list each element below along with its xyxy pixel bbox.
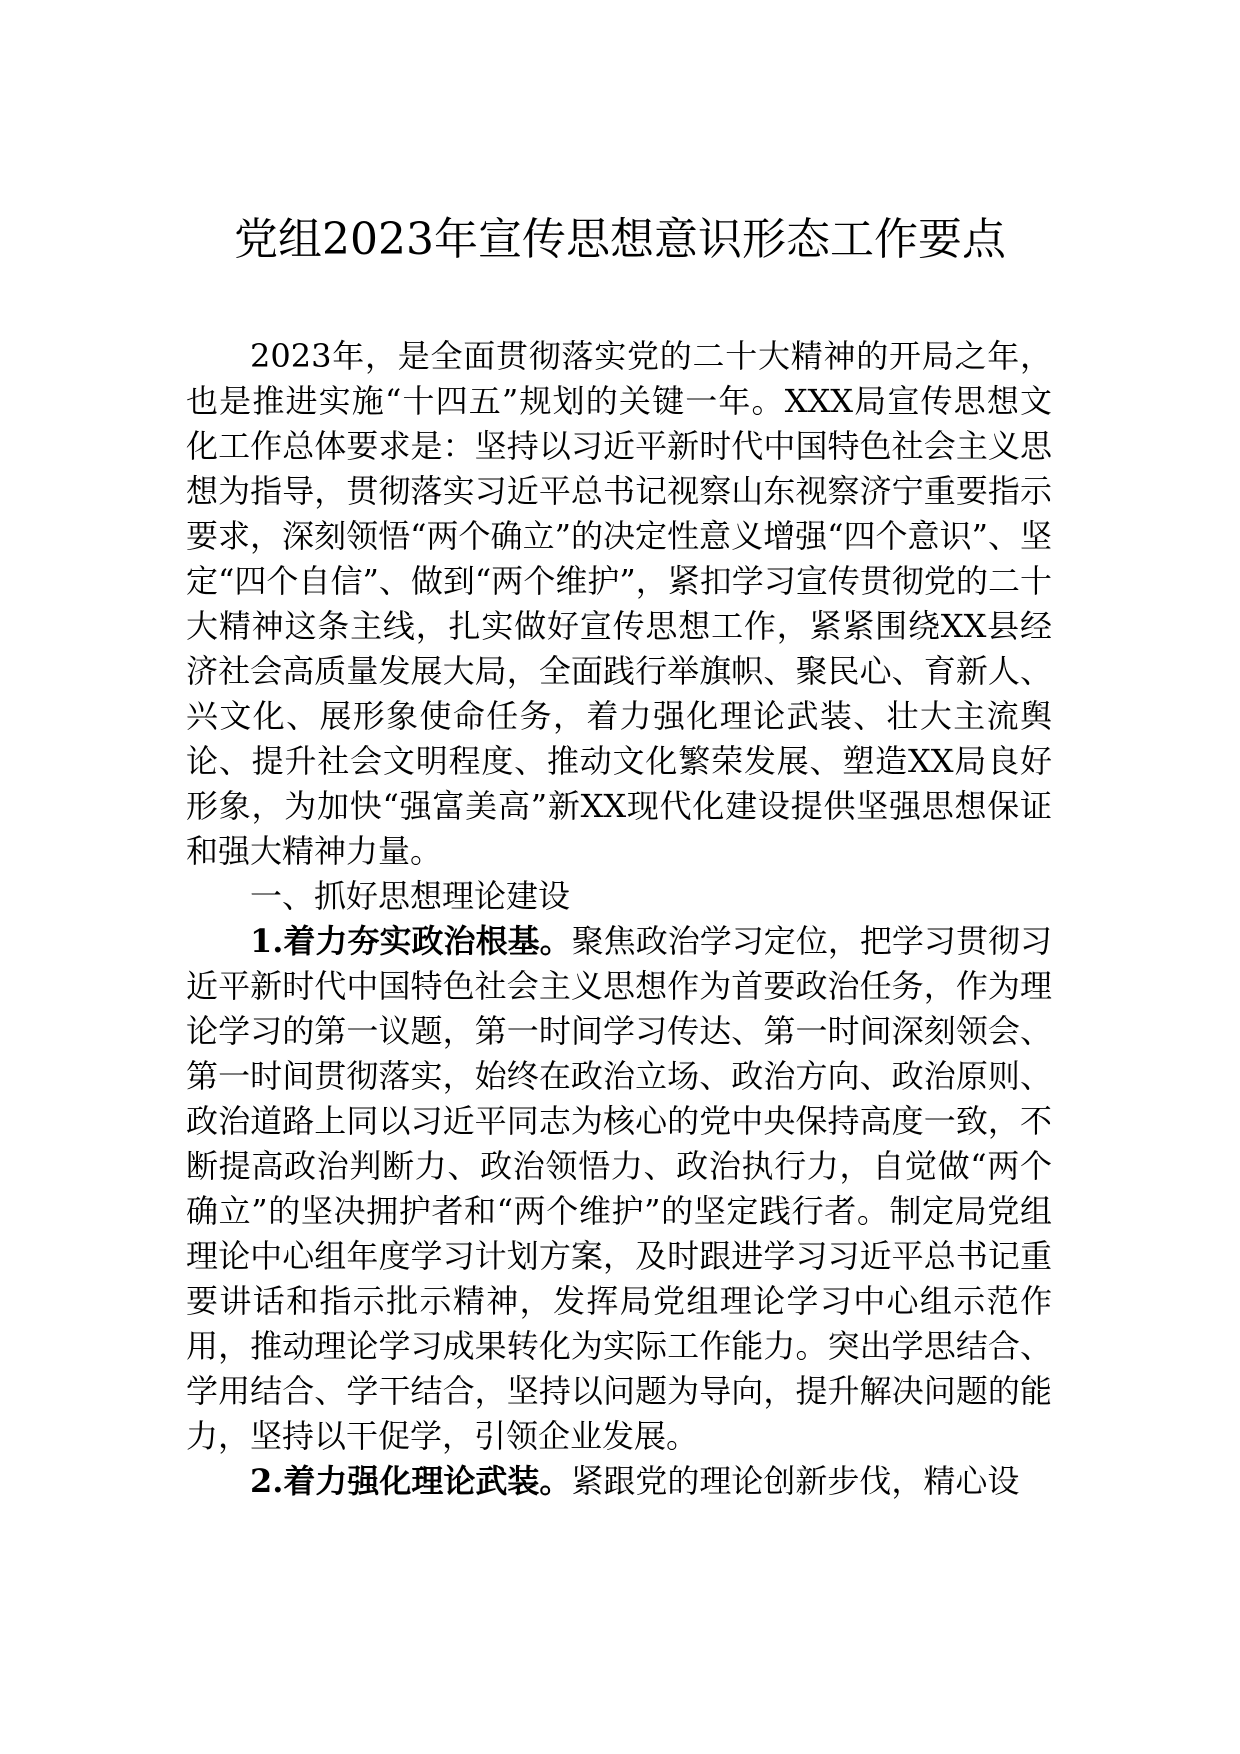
section-heading: 一、抓好思想理论建设 — [250, 877, 571, 915]
document-title: 党组2023年宣传思想意识形态工作要点 — [234, 214, 1006, 265]
item-2-paragraph — [186, 1459, 1052, 1504]
item-2-text: 紧跟党的理论创新步伐，精心设 — [571, 1462, 1020, 1500]
item-1-paragraph — [186, 919, 1052, 1459]
item-2-lead: 2.着力强化理论武装。 — [250, 1462, 572, 1500]
document-body — [186, 334, 1052, 1504]
item-1-text: 聚焦政治学习定位，把学习贯彻习近平新时代中国特色社会主义思想作为首要政治任务，作为理论学习的第一议题，第一时间学习传达、第一时间深刻领会、第一时间贯彻落实，始终在政治立场、政治方向、政治原则、政治道路上同以习近平同志为核心的党中央保持高度一致，不断提高政治判断力、政治领悟力、政治执行力，自觉做“两个确立”的坚决拥护者和“两个维护”的坚定践行者。制定局党组理论中心组年度学习计划方案，及时跟进学习习近平总书记重要讲话和指示批示精神，发挥局党组理论学习中心组示范作用，推动理论学习成果转化为实际工作能力。突出学思结合、学用结合、学干结合，坚持以问题为导向，提升解决问题的能力，坚持以干促学，引领企业发展。 — [186, 922, 1052, 1455]
intro-paragraph: 2023年，是全面贯彻落实党的二十大精神的开局之年，也是推进实施“十四五”规划的关键一年。XXX局宣传思想文化工作总体要求是：坚持以习近平新时代中国特色社会主义思想为指导，贯彻落实习近平总书记视察山东视察济宁重要指示要求，深刻领悟“两个确立”的决定性意义增强“四个意识”、坚定“四个自信”、做到“两个维护”，紧扣学习宣传贯彻党的二十大精神这条主线，扎实做好宣传思想工作，紧紧围绕XX县经济社会高质量发展大局，全面践行举旗帜、聚民心、育新人、兴文化、展形象使命任务，着力强化理论武装、壮大主流舆论、提升社会文明程度、推动文化繁荣发展、塑造XX局良好形象，为加快“强富美高”新XX现代化建设提供坚强思想保证和强大精神力量。 — [186, 337, 1052, 870]
item-1-lead: 1.着力夯实政治根基。 — [250, 922, 572, 960]
